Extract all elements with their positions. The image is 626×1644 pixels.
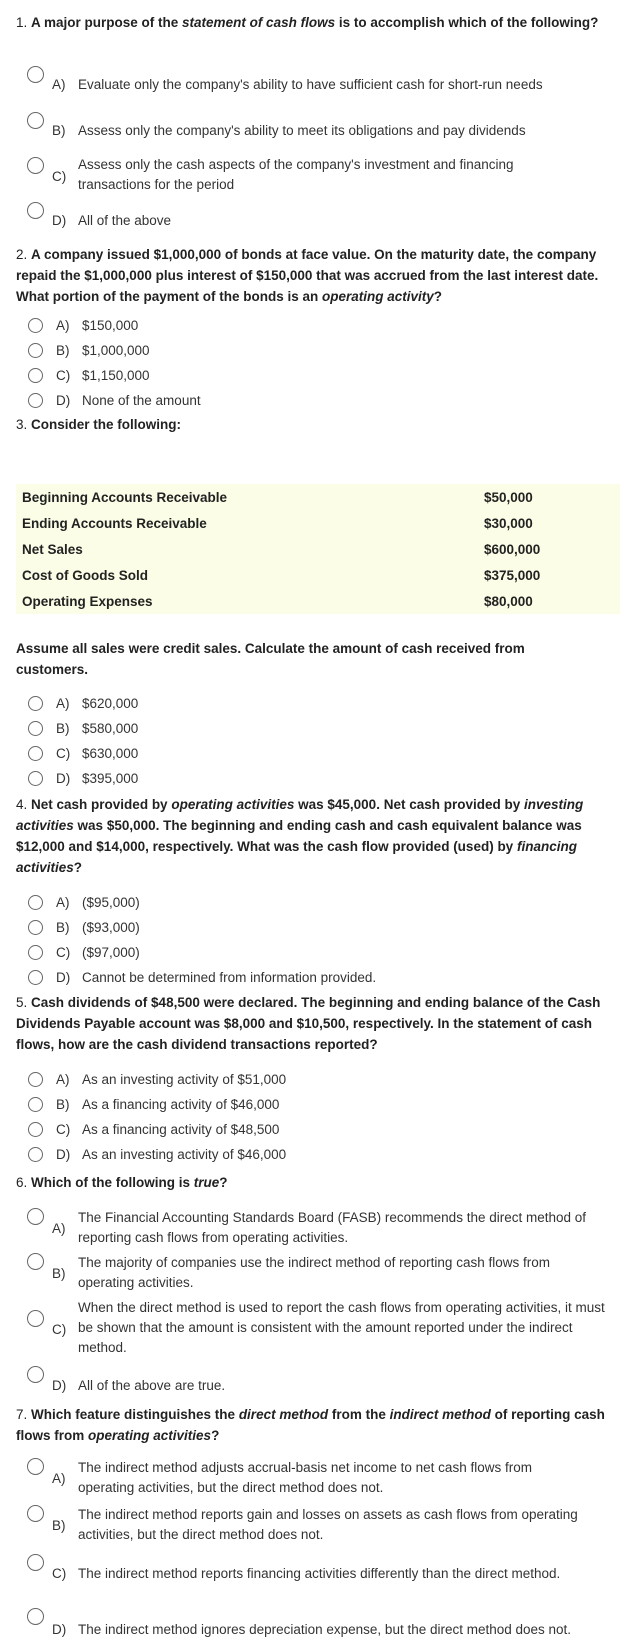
data-table xyxy=(16,484,620,614)
table-row: Cost of Goods Sold $375,000 xyxy=(22,567,541,583)
question-4-prompt: 4. Net cash provided by operating activities was $45,000. Net cash provided by investing activities was $50,000. The beginning and ending cash and cash equivalent balance was $12,000 and $14,000, respectively. What was the cash flow provided (used) by financing activities? xyxy=(16,797,584,875)
question-1-prompt: 1. A major purpose of the statement of cash flows is to accomplish which of the following? xyxy=(16,15,599,30)
radio-button[interactable] xyxy=(27,157,44,174)
radio-button[interactable] xyxy=(28,1072,43,1087)
question-7-prompt: 7. Which feature distinguishes the direct method from the indirect method of reporting cash flows from operating activities? xyxy=(16,1407,605,1443)
question-3-prompt: 3. Consider the following: xyxy=(16,417,182,432)
question-6-prompt: 6. Which of the following is true? xyxy=(16,1175,228,1190)
radio-button[interactable] xyxy=(28,318,43,333)
table-row: Operating Expenses $80,000 xyxy=(22,593,533,609)
radio-button[interactable] xyxy=(28,970,43,985)
radio-button[interactable] xyxy=(28,895,43,910)
radio-button[interactable] xyxy=(28,368,43,383)
radio-button[interactable] xyxy=(27,202,44,219)
radio-button[interactable] xyxy=(28,721,43,736)
radio-button[interactable] xyxy=(28,393,43,408)
radio-button[interactable] xyxy=(27,1310,44,1327)
table-row: Ending Accounts Receivable $30,000 xyxy=(22,515,533,531)
radio-button[interactable] xyxy=(27,1608,44,1625)
radio-button[interactable] xyxy=(28,1147,43,1162)
radio-button[interactable] xyxy=(28,771,43,786)
radio-button[interactable] xyxy=(27,1208,44,1225)
radio-button[interactable] xyxy=(28,1122,43,1137)
radio-button[interactable] xyxy=(27,66,44,83)
radio-button[interactable] xyxy=(28,343,43,358)
radio-button[interactable] xyxy=(28,1097,43,1112)
radio-button[interactable] xyxy=(27,112,44,129)
table-row: Beginning Accounts Receivable $50,000 xyxy=(22,489,533,505)
question-2-prompt: 2. A company issued $1,000,000 of bonds at face value. On the maturity date, the company repaid the $1,000,000 plus interest of $150,000 that was accrued from the last interest date. What portion of the payment of the bonds is an operating activity? xyxy=(16,247,599,304)
radio-button[interactable] xyxy=(28,746,43,761)
radio-button[interactable] xyxy=(27,1505,44,1522)
radio-button[interactable] xyxy=(27,1554,44,1571)
question-5-prompt: 5. Cash dividends of $48,500 were declared. The beginning and ending balance of the Cash Dividends Payable account was $8,000 and $10,500, respectively. In the statement of cash flows, how are the cash dividend transactions reported? xyxy=(16,995,601,1052)
radio-button[interactable] xyxy=(27,1366,44,1383)
radio-button[interactable] xyxy=(28,920,43,935)
radio-button[interactable] xyxy=(28,696,43,711)
table-row: Net Sales $600,000 xyxy=(22,541,541,557)
radio-button[interactable] xyxy=(27,1458,44,1475)
radio-button[interactable] xyxy=(28,945,43,960)
radio-button[interactable] xyxy=(27,1253,44,1270)
question-3-prompt-2: Assume all sales were credit sales. Calculate the amount of cash received from customers. xyxy=(16,641,525,677)
